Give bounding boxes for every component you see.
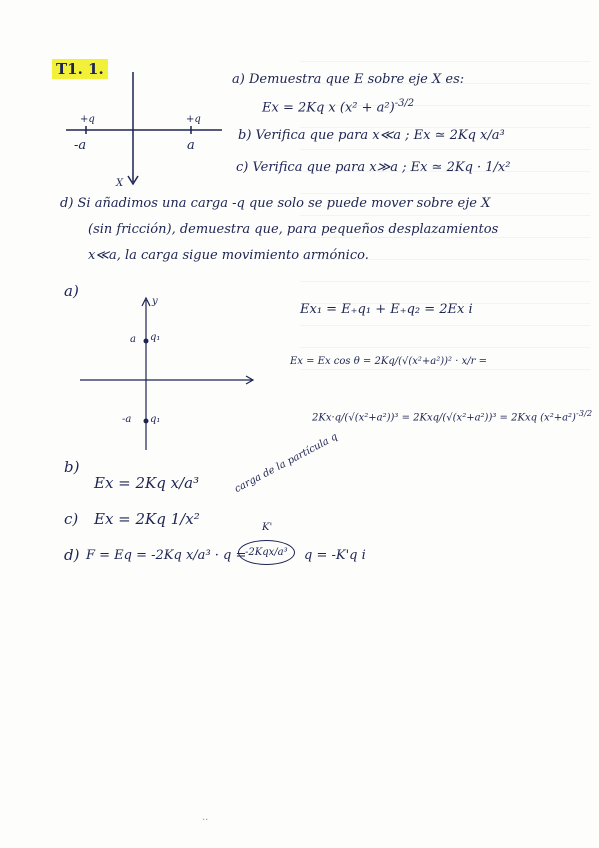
solution-d-eq-right: q = -K'q i [304,548,366,563]
statement-d-line3: x≪a, la carga sigue movimiento armónico. [88,248,369,263]
label-minus-a: -a [74,138,87,153]
page-mark: .. [202,812,209,823]
figure-2-minus-a: -a [122,414,132,425]
statement-d-line1: d) Si añadimos una carga -q que solo se puede mover sobre eje X [60,196,491,211]
axis-x-label: X [116,178,124,189]
solution-c-label: c) [64,510,79,528]
figure-2-y-label: y [152,296,158,307]
figure-2-q1-bottom: q₁ [150,414,161,425]
solution-d-label: d) [64,546,80,564]
statement-a: a) Demuestra que E sobre eje X es: [232,72,465,87]
statement-d-line2: (sin fricción), demuestra que, para pequeños desplazamientos [88,222,499,237]
solution-a-eq3: 2Kx·q/(√(x²+a²))³ = 2Kxq/(√(x²+a²))³ = 2Kxq $(x^2+a^2)^{-3/2}$ [312,408,593,424]
solution-c-eq: Ex = 2Kq 1/x² [94,510,200,528]
figure-2-q1-top: q₁ [150,332,161,343]
solution-b-label: b) [64,458,80,476]
statement-b: b) Verifica que para x≪a ; Ex ≃ 2Kq x/a³ [238,128,505,143]
solution-d-eq-left: F = Eq = -2Kq x/a³ · q = [86,548,247,563]
figure-2-a: a [130,334,136,345]
solution-d-circled-term: -2Kqx/a³ [238,540,295,565]
solution-d-kprime: K' [262,522,273,533]
solution-d-note: carga de la partícula q [232,431,340,495]
solution-a-eq2: Ex = Ex cos θ = 2Kq/(√(x²+a²))² · x/r = [290,356,487,367]
solution-a-label: a) [64,282,79,300]
charge-left: +q [80,114,95,125]
solution-b-eq: Ex = 2Kq x/a³ [94,474,200,492]
statement-c: c) Verifica que para x≫a ; Ex ≃ 2Kq · 1/x² [236,160,511,175]
charge-right: +q [186,114,201,125]
exercise-label: T1. 1. [52,60,108,78]
statement-a-formula: Ex = 2Kq x $(x^2 + a^2)^{-3/2}$ [262,98,415,116]
label-a: a [187,138,195,153]
solution-a-eq1: Ex₁ = E₊q₁ + E₊q₂ = 2Ex i [300,302,473,317]
